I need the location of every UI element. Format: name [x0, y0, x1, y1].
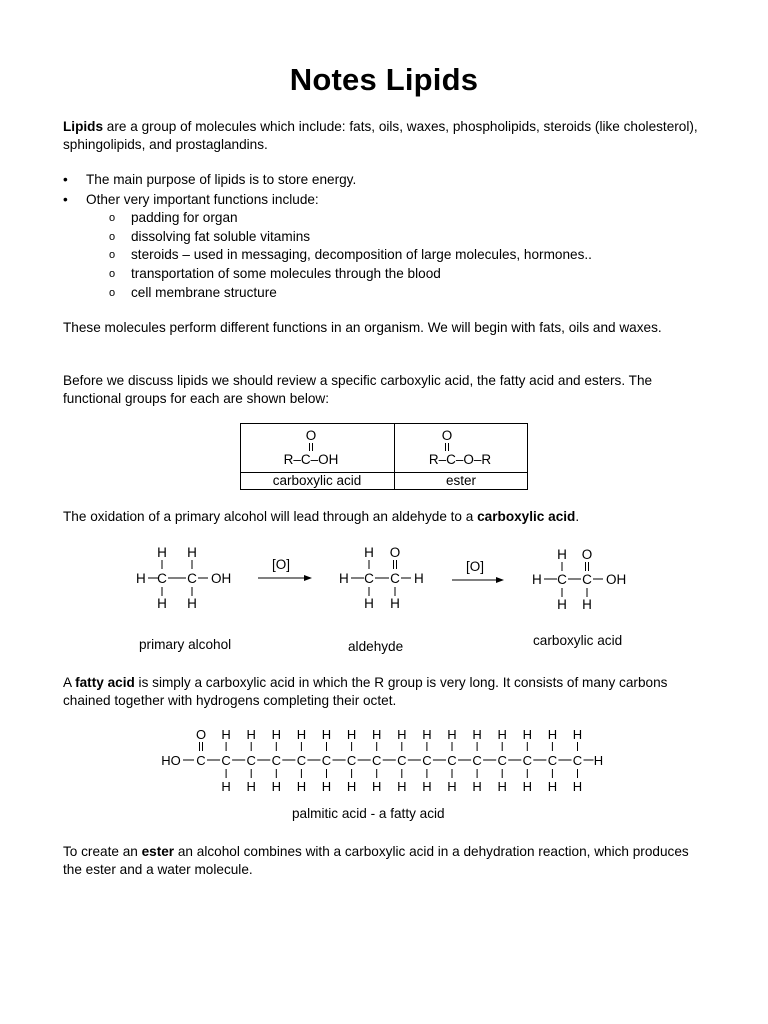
- svg-text:H: H: [271, 727, 281, 742]
- svg-text:C: C: [346, 753, 357, 768]
- svg-text:OH: OH: [606, 572, 627, 587]
- carboxyl-formula: R–C–OH: [283, 452, 339, 467]
- svg-text:H: H: [372, 727, 382, 742]
- svg-text:H: H: [414, 571, 424, 586]
- intro-text: are a group of molecules which include: fats, oils, waxes, phospholipids, steroids (like cholesterol), sphingolipids, and prostaglandins.: [63, 119, 698, 152]
- svg-text:H: H: [593, 753, 604, 768]
- sub-bullet-text: cell membrane structure: [131, 285, 277, 300]
- svg-text:H: H: [296, 727, 307, 742]
- svg-text:H: H: [397, 727, 407, 742]
- ester-formula: R–C–O–R: [428, 452, 492, 467]
- bullet-text: Other very important functions include:: [86, 192, 319, 207]
- review-paragraph: Before we discuss lipids we should review a specific carboxylic acid, the fatty acid and esters. The functional groups for each are shown below:: [63, 373, 653, 406]
- term-ester: ester: [141, 844, 175, 859]
- fatty-acid-text: is simply a carboxylic acid in which the R group is very long. It consists of many carbons chained together with hydrogens completing their octet.: [63, 675, 668, 708]
- svg-text:HO: HO: [161, 753, 181, 768]
- svg-text:H: H: [497, 779, 507, 794]
- svg-text:C: C: [187, 571, 197, 586]
- fatty-acid-paragraph: [63, 674, 703, 710]
- functions-paragraph: These molecules perform different functions in an organism. We will begin with fats, oils and waxes.: [63, 320, 662, 335]
- svg-text:H: H: [547, 727, 558, 742]
- label-carboxylic-acid: carboxylic acid: [533, 633, 623, 648]
- svg-text:H: H: [346, 779, 357, 794]
- svg-text:C: C: [196, 753, 206, 768]
- svg-text:C: C: [321, 753, 332, 768]
- svg-text:C: C: [422, 753, 432, 768]
- svg-text:H: H: [497, 727, 507, 742]
- svg-text:H: H: [157, 596, 167, 611]
- svg-text:H: H: [246, 727, 256, 742]
- sub-bullet-text: padding for organ: [131, 210, 238, 225]
- intro-paragraph: [63, 118, 703, 154]
- aldehyde-structure: [339, 545, 424, 611]
- svg-text:H: H: [557, 597, 567, 612]
- fatty-acid-text-before: A: [63, 675, 76, 690]
- svg-text:H: H: [321, 779, 332, 794]
- label-primary-alcohol: primary alcohol: [139, 637, 232, 652]
- svg-text:H: H: [339, 571, 349, 586]
- carboxyl-oxygen: O: [305, 428, 317, 443]
- svg-text:H: H: [364, 545, 374, 560]
- term-lipids: Lipids: [63, 119, 104, 134]
- ester-text-before: To create an: [63, 844, 142, 859]
- svg-text:H: H: [472, 779, 482, 794]
- carboxylic-acid-structure: [532, 547, 626, 612]
- svg-text:H: H: [221, 779, 231, 794]
- svg-text:H: H: [271, 779, 281, 794]
- svg-text:H: H: [547, 779, 558, 794]
- svg-text:C: C: [296, 753, 307, 768]
- document-page: Notes Lipids Lipids are a group of molecules which include: fats, oils, waxes, phospholipids, steroids (like cholesterol), sphingolipids, and prostaglandins. • The main purpose of lipids is to store energy. • Other very important functions include: o padding for organ o dissolving fat soluble vitamins o steroids – used in messaging, decomposition of large molecules, hormones.. o transportation of some molecules through the blood o cell membrane structure These molecules perform different functions in an organism. We will begin with fats, oils and waxes. Before we discuss lipids we should review a specific carboxylic acid, the fatty acid and esters. The functional groups for each are shown below: O R–C–OH carboxylic acid O R–C–O–R ester The oxidation of a primary alcohol will lead through an aldehyde to a carboxylic acid. H H H C C OH H H [O] H O H C C H H H [O] H O H C C OH H H primary alcohol aldehyde carboxylic acid A fatty acid is simply a carboxylic acid in which the R group is very long. It consists of many carbons chained together with hydrogens completing their octet. HO C O C H H C H H C H H C H H C H H C H H C H H C H H C H H C H H C H H C H H C H H C H H C H H H palmitic acid - a fatty acid To create an ester an alcohol combines with a carboxylic acid in a dehydration reaction, which produces the ester and a water molecule.: [0, 0, 768, 1024]
- svg-text:O: O: [581, 547, 593, 562]
- svg-text:H: H: [572, 779, 583, 794]
- oxidation-diagram: [130, 540, 640, 620]
- term-carboxylic-acid: carboxylic acid: [477, 509, 576, 524]
- svg-text:C: C: [157, 571, 167, 586]
- svg-text:C: C: [271, 753, 281, 768]
- svg-text:H: H: [472, 727, 482, 742]
- svg-text:O: O: [389, 545, 401, 560]
- reaction-arrow-1: [258, 575, 312, 581]
- svg-text:C: C: [582, 572, 592, 587]
- svg-text:H: H: [447, 727, 457, 742]
- svg-text:C: C: [547, 753, 558, 768]
- svg-text:C: C: [447, 753, 457, 768]
- svg-text:O: O: [195, 727, 207, 742]
- oxidant-label-2: [O]: [465, 559, 485, 574]
- svg-text:H: H: [221, 727, 231, 742]
- svg-text:H: H: [372, 779, 382, 794]
- svg-text:H: H: [136, 571, 146, 586]
- svg-text:C: C: [221, 753, 231, 768]
- svg-text:H: H: [422, 779, 432, 794]
- svg-text:H: H: [572, 727, 583, 742]
- svg-text:C: C: [372, 753, 382, 768]
- svg-text:H: H: [187, 596, 197, 611]
- sub-bullet-text: steroids – used in messaging, decomposition of large molecules, hormones..: [131, 247, 592, 262]
- svg-text:H: H: [346, 727, 357, 742]
- svg-text:H: H: [364, 596, 374, 611]
- svg-text:H: H: [557, 547, 567, 562]
- page-title: Notes Lipids: [289, 62, 479, 97]
- oxidation-paragraph: [63, 508, 703, 526]
- svg-text:H: H: [157, 545, 167, 560]
- primary-alcohol-structure: [136, 545, 231, 611]
- svg-text:H: H: [397, 779, 407, 794]
- svg-text:H: H: [447, 779, 457, 794]
- svg-text:H: H: [532, 572, 542, 587]
- oxidation-period: .: [575, 509, 580, 524]
- svg-text:C: C: [557, 572, 567, 587]
- label-aldehyde: aldehyde: [348, 639, 404, 654]
- oxidant-label-1: [O]: [271, 557, 291, 572]
- svg-text:C: C: [246, 753, 256, 768]
- svg-text:H: H: [296, 779, 307, 794]
- ester-oxygen: O: [441, 428, 453, 443]
- svg-text:C: C: [364, 571, 374, 586]
- oxidation-text: The oxidation of a primary alcohol will lead through an aldehyde to a: [63, 509, 478, 524]
- svg-text:H: H: [390, 596, 400, 611]
- ester-text: an alcohol combines with a carboxylic acid in a dehydration reaction, which produces the ester and a water molecule.: [63, 844, 689, 877]
- reaction-arrow-2: [452, 577, 504, 583]
- ester-label: ester: [445, 473, 477, 488]
- svg-text:C: C: [390, 571, 400, 586]
- svg-text:C: C: [522, 753, 532, 768]
- svg-text:H: H: [422, 727, 432, 742]
- functional-groups-table: [240, 423, 530, 493]
- svg-text:H: H: [321, 727, 332, 742]
- svg-text:C: C: [397, 753, 407, 768]
- svg-text:H: H: [582, 597, 592, 612]
- palmitic-acid-structure: [150, 722, 620, 797]
- svg-text:C: C: [497, 753, 507, 768]
- svg-text:H: H: [522, 727, 532, 742]
- svg-text:C: C: [572, 753, 583, 768]
- svg-text:H: H: [187, 545, 197, 560]
- term-fatty-acid: fatty acid: [75, 675, 135, 690]
- carboxylic-acid-label: carboxylic acid: [272, 473, 362, 488]
- svg-text:H: H: [246, 779, 256, 794]
- svg-text:H: H: [522, 779, 532, 794]
- svg-text:C: C: [472, 753, 482, 768]
- sub-bullet-text: dissolving fat soluble vitamins: [131, 229, 311, 244]
- bullet-text: The main purpose of lipids is to store energy.: [86, 172, 357, 187]
- svg-text:OH: OH: [211, 571, 232, 586]
- sub-bullet-text: transportation of some molecules through the blood: [131, 266, 441, 281]
- ester-paragraph: [63, 843, 703, 879]
- palmitic-acid-caption: palmitic acid - a fatty acid: [292, 806, 445, 821]
